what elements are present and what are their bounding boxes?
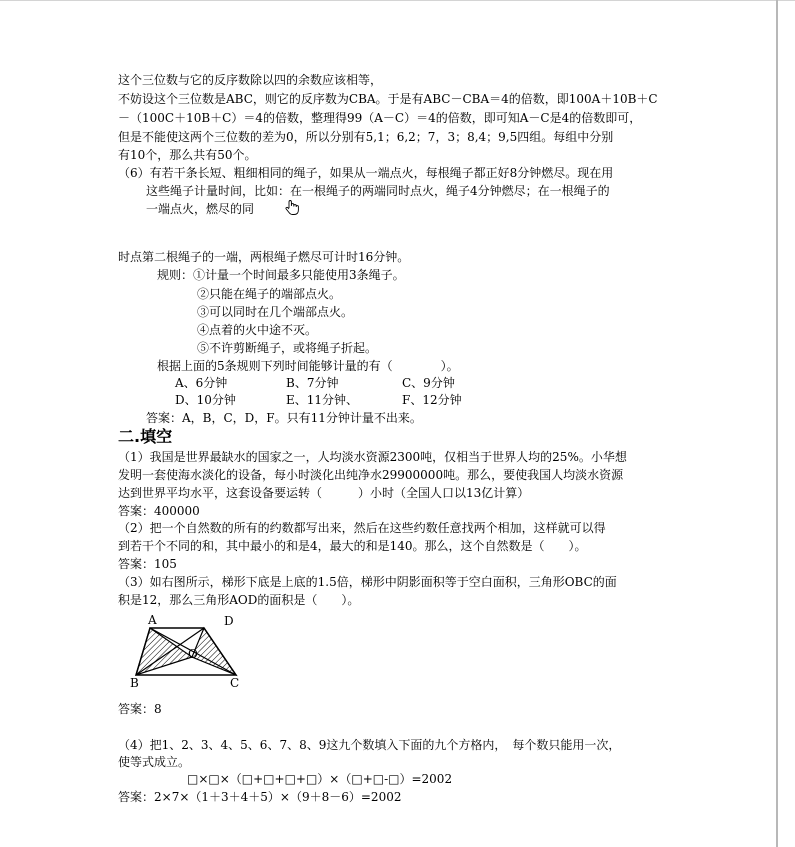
question-6-line-4: 时点第二根绳子的一端，两根绳子燃尽可计时16分钟。 <box>118 250 410 264</box>
question-1-line-1: （1）我国是世界最缺水的国家之一，人均淡水资源2300吨，仅相当于世界人均的25%。小华想 <box>118 450 627 464</box>
question-6-line-3: 一端点火，燃尽的同 <box>146 202 255 216</box>
option-c: C、9分钟 <box>402 376 455 390</box>
rule-2: ②只能在绳子的端部点火。 <box>197 287 342 301</box>
vertex-label-o: O <box>188 647 198 661</box>
answer-6: 答案：A，B，C，D，F。只有11分钟计量不出来。 <box>146 411 422 425</box>
hand-cursor-icon <box>284 199 300 216</box>
question-6-line-2: 这些绳子计量时间，比如：在一根绳子的两端同时点火，绳子4分钟燃尽；在一根绳子的 <box>146 184 610 198</box>
option-f: F、12分钟 <box>402 393 462 407</box>
text-line-2: 不妨设这个三位数是ABC，则它的反序数为CBA。于是有ABC－CBA＝4的倍数，即100A＋10B＋C <box>118 92 658 106</box>
text-line-1: 这个三位数与它的反序数除以四的余数应该相等， <box>118 73 383 87</box>
question-2-line-1: （2）把一个自然数的所有的约数都写出来，然后在这些约数任意找两个相加，这样就可以得 <box>118 521 606 535</box>
rule-3: ③可以同时在几个端部点火。 <box>197 305 354 319</box>
text-line-5: 有10个，那么共有50个。 <box>118 148 257 162</box>
question-1-line-2: 发明一套使海水淡化的设备，每小时淡化出纯净水29900000吨。那么，要使我国人均淡水资源 <box>118 468 624 482</box>
vertex-label-d: D <box>224 614 234 628</box>
answer-2: 答案：105 <box>118 557 177 571</box>
question-6-prompt: 根据上面的5条规则下列时间能够计量的有（ ）。 <box>157 359 459 373</box>
section-heading: 二.填空 <box>118 427 173 446</box>
trapezoid-figure <box>126 611 256 696</box>
question-1-line-3: 达到世界平均水平，这套设备要运转（ ）小时（全国人口以13亿计算） <box>118 486 530 500</box>
vertex-label-b: B <box>130 676 139 690</box>
option-b: B、7分钟 <box>286 376 339 390</box>
answer-4: 答案：2×7×（1＋3＋4＋5）×（9＋8－6）=2002 <box>118 790 402 804</box>
question-6-line-1: （6）有若干条长短、粗细相同的绳子，如果从一端点火，每根绳子都正好8分钟燃尽。现在用 <box>118 166 614 180</box>
rule-5: ⑤不许剪断绳子，或将绳子折起。 <box>197 341 378 355</box>
page-right-edge <box>776 0 778 847</box>
rule-4: ④点着的火中途不灭。 <box>197 323 318 337</box>
text-line-4: 但是不能使这两个三位数的差为0，所以分别有5,1；6,2；7，3；8,4；9,5四组。每组中分别 <box>118 130 614 144</box>
question-2-line-2: 到若干个不同的和，其中最小的和是4，最大的和是140。那么，这个自然数是（ ）。 <box>118 539 587 553</box>
option-e: E、11分钟、 <box>286 393 359 407</box>
vertex-label-a: A <box>148 613 157 627</box>
question-4-line-2: 使等式成立。 <box>118 755 191 769</box>
answer-3: 答案：8 <box>118 702 162 716</box>
answer-1: 答案：400000 <box>118 504 200 518</box>
question-3-line-2: 积是12，那么三角形AOD的面积是（ ）。 <box>118 593 360 607</box>
vertex-label-c: C <box>230 676 240 690</box>
page-top-edge <box>0 0 795 1</box>
rule-1: 规则：①计量一个时间最多只能使用3条绳子。 <box>157 268 405 282</box>
option-d: D、10分钟 <box>175 393 236 407</box>
text-line-3: －（100C＋10B＋C）＝4的倍数，整理得99（A－C）＝4的倍数，即可知A－C是4的倍数即可， <box>118 111 642 125</box>
question-4-equation: □×□×（□+□+□+□）×（□+□-□）=2002 <box>187 772 453 786</box>
option-a: A、6分钟 <box>175 376 228 390</box>
question-4-line-1: （4）把1、2、3、4、5、6、7、8、9这九个数填入下面的九个方格内， 每个数只能用一次， <box>118 738 621 752</box>
question-3-line-1: （3）如右图所示，梯形下底是上底的1.5倍，梯形中阴影面积等于空白面积，三角形OBC的面 <box>118 575 617 589</box>
